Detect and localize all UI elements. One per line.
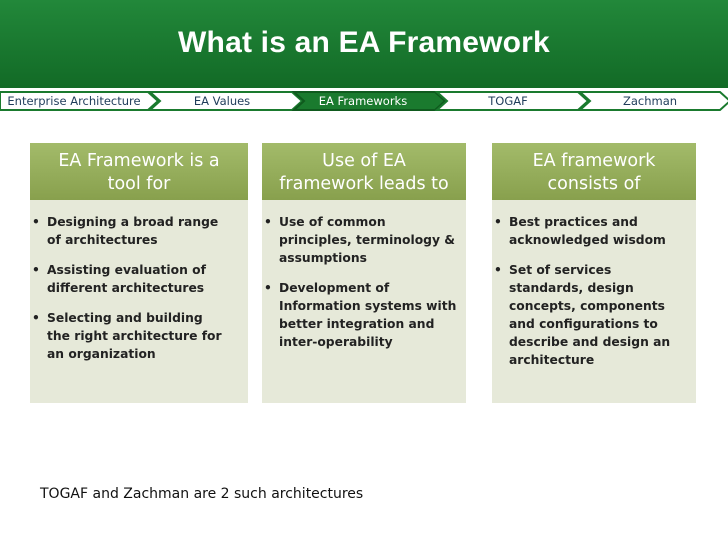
card-bullet-list: [492, 213, 688, 381]
bullet-line: and configurations to: [509, 317, 658, 331]
bullet-dot-icon: •: [494, 263, 502, 277]
bullet-line: architecture: [509, 353, 595, 367]
bullet-item: [30, 261, 240, 297]
bullet-dot-icon: •: [32, 311, 40, 325]
card-bullet-list: [30, 213, 240, 375]
bullet-dot-icon: •: [494, 215, 502, 229]
bullet-item: [262, 279, 458, 351]
bullet-line: standards, design: [509, 281, 634, 295]
title-bar: [0, 0, 728, 88]
bullet-line: better integration and: [279, 317, 435, 331]
bullet-line: inter-operability: [279, 335, 393, 349]
card-heading-line: consists of: [547, 174, 641, 194]
bullet-line: Assisting evaluation of: [47, 263, 206, 277]
bullet-dot-icon: •: [264, 281, 272, 295]
bullet-line: Designing a broad range: [47, 215, 219, 229]
bullet-line: concepts, components: [509, 299, 665, 313]
card-heading-line: EA Framework is a: [58, 151, 220, 171]
card-heading-line: EA framework: [532, 151, 656, 171]
bullet-line: an organization: [47, 347, 156, 361]
bullet-line: acknowledged wisdom: [509, 233, 666, 247]
breadcrumb: [0, 88, 728, 116]
footer-note: TOGAF and Zachman are 2 such architectures: [40, 486, 364, 502]
bullet-dot-icon: •: [32, 215, 40, 229]
info-card: [262, 143, 466, 403]
info-card: [30, 143, 248, 403]
breadcrumb-step[interactable]: EA Frameworks: [318, 94, 408, 108]
info-card: [492, 143, 696, 403]
card-heading: [30, 143, 248, 200]
card-heading-line: tool for: [107, 174, 171, 194]
slide-title: What is an EA Framework: [178, 26, 550, 59]
breadcrumb-step[interactable]: Enterprise Architecture: [7, 94, 141, 108]
bullet-line: assumptions: [279, 251, 367, 265]
bullet-line: Use of common: [279, 215, 386, 229]
bullet-item: [30, 309, 240, 363]
bullet-item: [492, 213, 688, 249]
breadcrumb-step[interactable]: EA Values: [193, 94, 251, 108]
bullet-item: [492, 261, 688, 369]
bullet-dot-icon: •: [264, 215, 272, 229]
bullet-line: Set of services: [509, 263, 612, 277]
bullet-line: Selecting and building: [47, 311, 203, 325]
bullet-item: [30, 213, 240, 249]
bullet-dot-icon: •: [32, 263, 40, 277]
bullet-line: Development of: [279, 281, 390, 295]
breadcrumb-step[interactable]: Zachman: [622, 94, 678, 108]
bullet-line: Information systems with: [279, 299, 457, 313]
bullet-line: describe and design an: [509, 335, 671, 349]
card-heading: [262, 143, 466, 200]
card-heading: [492, 143, 696, 200]
breadcrumb-step[interactable]: TOGAF: [488, 94, 528, 108]
card-bullet-list: [262, 213, 458, 363]
card-heading-line: framework leads to: [279, 174, 449, 194]
bullet-item: [262, 213, 458, 267]
bullet-line: the right architecture for: [47, 329, 222, 343]
bullet-line: principles, terminology &: [279, 233, 455, 247]
bullet-line: of architectures: [47, 233, 158, 247]
card-heading-line: Use of EA: [322, 151, 406, 171]
bullet-line: different architectures: [47, 281, 205, 295]
bullet-line: Best practices and: [509, 215, 638, 229]
